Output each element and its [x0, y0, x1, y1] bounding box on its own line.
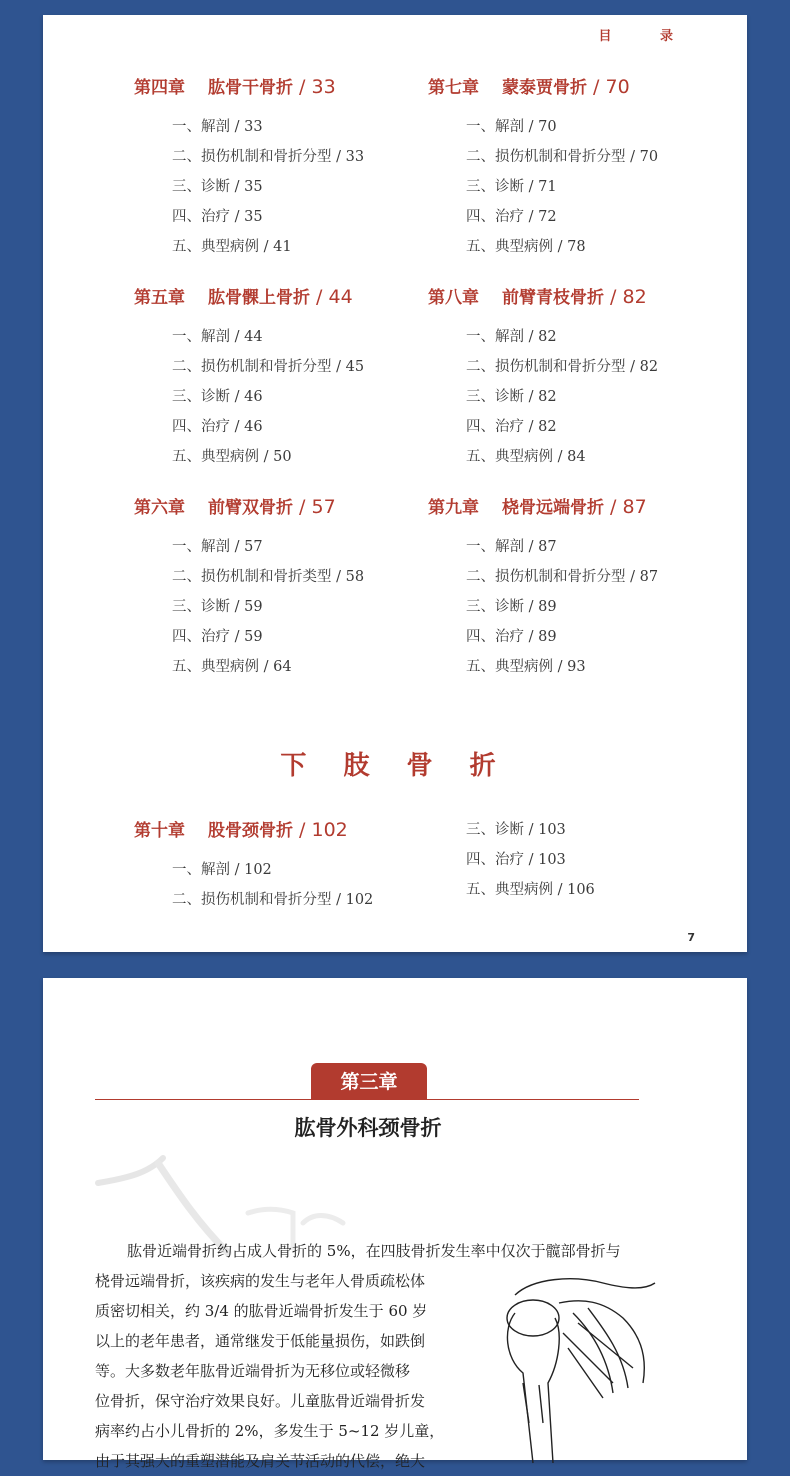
paragraph-line: 质密切相关，约 3/4 的肱骨近端骨折发生于 60 岁 [95, 1302, 428, 1320]
chapter-title [134, 285, 434, 309]
chapter-number: 第五章 [134, 288, 185, 308]
toc-item[interactable]: 五、典型病例 / 84 [466, 449, 586, 465]
chapter-7-entry[interactable] [428, 75, 728, 267]
chapter-title [428, 75, 728, 99]
chapter-title [428, 495, 728, 519]
toc-item[interactable]: 三、诊断 / 46 [172, 389, 263, 405]
chapter-4-entry[interactable] [134, 75, 434, 267]
chapter-badge: 第三章 [311, 1063, 427, 1099]
toc-item[interactable]: 三、诊断 / 59 [172, 599, 263, 615]
toc-item[interactable]: 一、解剖 / 87 [466, 539, 557, 555]
toc-item[interactable]: 一、解剖 / 33 [172, 119, 263, 135]
toc-item[interactable]: 四、治疗 / 59 [172, 629, 263, 645]
chapter-rule [95, 1099, 639, 1100]
toc-item[interactable]: 三、诊断 / 35 [172, 179, 263, 195]
toc-item[interactable]: 三、诊断 / 89 [466, 599, 557, 615]
toc-item[interactable]: 四、治疗 / 103 [466, 852, 566, 868]
paragraph-line: 由于其强大的重塑潜能及肩关节活动的代偿，绝大 [95, 1452, 426, 1470]
toc-item[interactable]: 四、治疗 / 35 [172, 209, 263, 225]
chapter-name: 前臂青枝骨折 [502, 288, 604, 308]
toc-item[interactable]: 二、损伤机制和骨折分型 / 87 [466, 569, 659, 585]
toc-item[interactable]: 一、解剖 / 70 [466, 119, 557, 135]
toc-item[interactable]: 一、解剖 / 102 [172, 862, 272, 878]
chapter-number: 第九章 [428, 498, 479, 518]
chapter-name: 蒙泰贾骨折 [502, 78, 587, 98]
chapter-title [134, 75, 434, 99]
chapter-10-entry[interactable] [134, 818, 434, 920]
humerus-illustration [493, 1273, 673, 1463]
chapter-page: / 57 [293, 496, 336, 518]
toc-item[interactable]: 四、治疗 / 72 [466, 209, 557, 225]
paragraph-line: 以上的老年患者，通常继发于低能量损伤，如跌倒 [95, 1332, 426, 1350]
toc-item[interactable]: 二、损伤机制和骨折分型 / 70 [466, 149, 659, 165]
chapter-number: 第七章 [428, 78, 479, 98]
toc-item[interactable]: 四、治疗 / 89 [466, 629, 557, 645]
chapter-number: 第十章 [134, 821, 185, 841]
toc-item[interactable]: 一、解剖 / 57 [172, 539, 263, 555]
chapter-number: 第四章 [134, 78, 185, 98]
chapter-title [134, 495, 434, 519]
toc-item[interactable]: 五、典型病例 / 41 [172, 239, 292, 255]
toc-item[interactable]: 二、损伤机制和骨折分型 / 45 [172, 359, 365, 375]
toc-item[interactable]: 二、损伤机制和骨折分型 / 82 [466, 359, 659, 375]
chapter-name: 桡骨远端骨折 [502, 498, 604, 518]
chapter-name: 肱骨干骨折 [208, 78, 293, 98]
running-header: 目 录 [598, 29, 695, 44]
toc-item[interactable]: 四、治疗 / 82 [466, 419, 557, 435]
toc-item[interactable]: 三、诊断 / 71 [466, 179, 557, 195]
toc-item[interactable]: 五、典型病例 / 106 [466, 882, 595, 898]
chapter-9-entry[interactable] [428, 495, 728, 687]
toc-item[interactable]: 五、典型病例 / 93 [466, 659, 586, 675]
chapter-title [134, 818, 434, 842]
chapter-page: / 44 [310, 286, 353, 308]
chapter-page: / 102 [293, 819, 348, 841]
toc-item[interactable]: 五、典型病例 / 64 [172, 659, 292, 675]
toc-item[interactable]: 二、损伤机制和骨折分型 / 33 [172, 149, 365, 165]
chapter-8-entry[interactable] [428, 285, 728, 477]
toc-item[interactable]: 四、治疗 / 46 [172, 419, 263, 435]
chapter-page: / 33 [293, 76, 336, 98]
chapter-name: 股骨颈骨折 [208, 821, 293, 841]
chapter-opening-page [43, 978, 747, 1470]
toc-item[interactable]: 一、解剖 / 44 [172, 329, 263, 345]
chapter-10-items-continued [466, 820, 595, 910]
paragraph-line: 等。大多数老年肱骨近端骨折为无移位或轻微移 [95, 1362, 411, 1380]
toc-item[interactable]: 二、损伤机制和骨折类型 / 58 [172, 569, 365, 585]
chapter-number: 第六章 [134, 498, 185, 518]
chapter-number: 第八章 [428, 288, 479, 308]
chapter-page: / 82 [604, 286, 647, 308]
paragraph-line: 桡骨远端骨折，该疾病的发生与老年人骨质疏松体 [95, 1272, 426, 1290]
section-title: 下 肢 骨 折 [280, 751, 510, 781]
chapter-5-entry[interactable] [134, 285, 434, 477]
chapter-page: / 87 [604, 496, 647, 518]
toc-item[interactable]: 三、诊断 / 103 [466, 822, 566, 838]
chapter-page: / 70 [587, 76, 630, 98]
chapter-name: 肱骨髁上骨折 [208, 288, 310, 308]
toc-item[interactable]: 三、诊断 / 82 [466, 389, 557, 405]
paragraph-line: 病率约占小儿骨折的 2%，多发生于 5~12 岁儿童， [95, 1422, 445, 1440]
paragraph-line: 肱骨近端骨折约占成人骨折的 5%，在四肢骨折发生率中仅次于髋部骨折与 [127, 1242, 621, 1260]
chapter-heading: 肱骨外科颈骨折 [294, 1116, 442, 1140]
toc-item[interactable]: 二、损伤机制和骨折分型 / 102 [172, 892, 374, 908]
toc-item[interactable]: 五、典型病例 / 50 [172, 449, 292, 465]
paragraph-line: 位骨折，保守治疗效果良好。儿童肱骨近端骨折发 [95, 1392, 426, 1410]
chapter-6-entry[interactable] [134, 495, 434, 687]
chapter-name: 前臂双骨折 [208, 498, 293, 518]
toc-item[interactable]: 五、典型病例 / 78 [466, 239, 586, 255]
chapter-title [428, 285, 728, 309]
toc-item[interactable]: 一、解剖 / 82 [466, 329, 557, 345]
page-number: 7 [687, 931, 695, 944]
toc-page [43, 15, 747, 952]
